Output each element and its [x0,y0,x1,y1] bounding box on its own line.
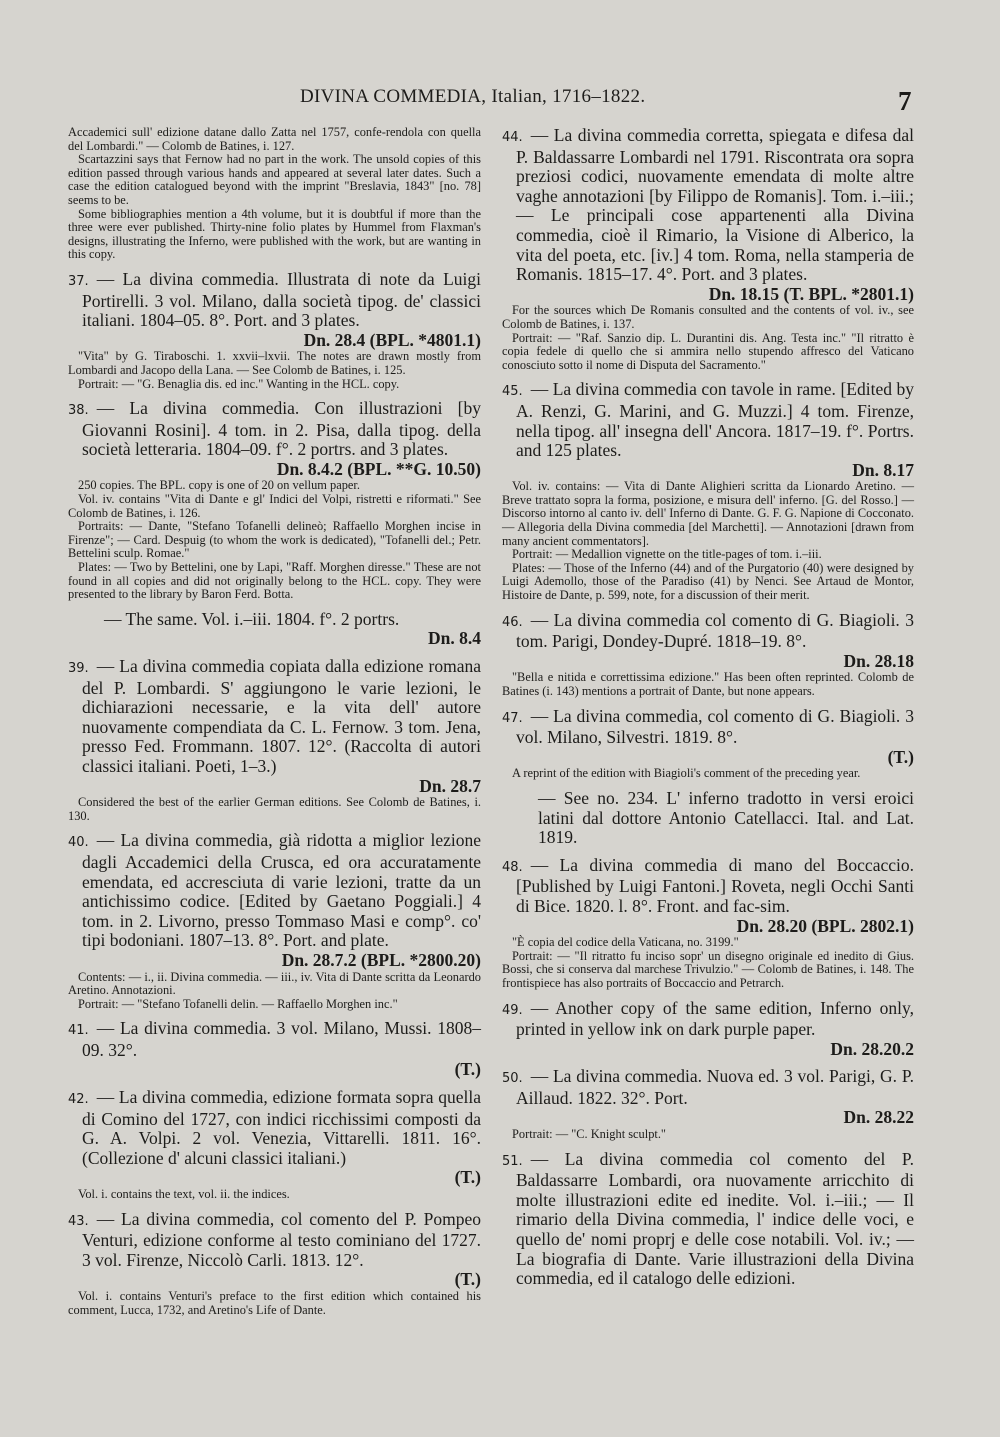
entry-number: 40. [68,835,89,851]
catalogue-subentry [68,610,481,649]
catalogue-entry [502,999,914,1060]
shelf-mark: Dn. 28.7 [419,775,481,796]
continued-notes [68,126,481,262]
entry-text [502,999,914,1040]
entry-note: Some bibliographies mention a 4th volume, but it is doubtful if more than the three were ever published. Thirty-nine folio plates by Hummel from Flaxman's designs, illustrating the Inferno, were published with the work, but are wanting in this copy. [68,206,481,262]
entry-text [68,657,481,777]
entry-text [502,126,914,285]
entry-note: Contents: — i., ii. Divina commedia. — iii., iv. Vita di Dante scritta da Leonardo Aretino. Annotazioni. [68,969,481,998]
entry-note: Considered the best of the earlier German editions. See Colomb de Batines, i. 130. [68,795,481,823]
entry-note: Portraits: — Dante, "Stefano Tofanelli delineò; Raffaello Morghen incise in Firenze"; — Card. Despuig (to whom the work is dedicated), "Tofanelli del.; Petr. Bettelini sculp. Romae." [68,519,481,561]
catalogue-entry [502,126,914,372]
entry-note: Portrait: — "Il ritratto fu inciso sopr' un disegno originale ed inedito di Gius. Bossi, che si conserva dal marchese Trivulzio." — Colomb de Batines, i. 148. The frontispiece has also portraits of Boccaccio and Petrarch. [502,948,914,990]
entry-text [502,611,914,652]
entry-number: 42. [68,1092,89,1108]
entry-note: Scartazzini says that Fernow had no part in the work. The unsold copies of this edition passed through various hands and appeared at several later dates. Such a case the edition catalogued beyond with the imprint "Breslavia, 1843" [no. 78] seems to be. [68,152,481,207]
shelf-mark: Dn. 28.7.2 (BPL. *2800.20) [281,949,481,970]
catalogue-entry [502,380,914,602]
shelf-mark: Dn. 28.4 (BPL. *4801.1) [303,329,481,350]
entry-note: Plates: — Those of the Inferno (44) and of the Purgatorio (40) were designed by Luigi Ademollo, those of the Paradiso (41) by Nenci. See Artaud de Montor, Histoire de Dante, p. 599, note, for a discussion of their merit. [502,560,914,603]
entry-text [502,1150,914,1289]
entry-text [68,399,481,460]
catalogue-entry [68,1210,481,1318]
entry-note: "È copia del codice della Vaticana, no. 3199." [512,935,739,950]
catalogue-entry [68,399,481,602]
entry-note: Vol. iv. contains "Vita di Dante e gl' Indici del Volpi, ristretti e riformati." See Colomb de Batines, i. 126. [68,492,481,520]
left-column [68,126,481,1325]
entry-note: Vol. i. contains the text, vol. ii. the indices. [78,1187,290,1202]
entry-text [502,789,914,848]
catalogue-entry [68,657,481,823]
entry-number: 49. [502,1002,523,1018]
entry-number: 47. [502,710,523,726]
entry-text [68,1088,481,1168]
shelf-mark: Dn. 28.22 [843,1107,914,1128]
shelf-mark: Dn. 28.20.2 [830,1038,914,1059]
shelf-mark: Dn. 28.18 [843,650,914,671]
entry-note: Portrait: — Medallion vignette on the title-pages of tom. i.–iii. [512,547,822,562]
entry-description: — La divina commedia col comento del P. Baldassarre Lombardi, ora nuovamente arricchito di molte illustrazioni edite ed inedite. Vol. i.–iii.; — Il rimario della Divina commedia, l' indice delle voci, e quello de' nomi proprj e delle cose notabili. Vol. iv.; — La biografia di Dante. Varie illustrazioni della Divina commedia, ed il catalogo delle edizioni. [516,1148,914,1289]
right-column [502,126,914,1297]
entry-note: Vol. i. contains Venturi's preface to the first edition which contained his comment, Lucca, 1732, and Aretino's Life of Dante. [68,1289,481,1317]
shelf-mark: Dn. 18.15 (T. BPL. *2801.1) [708,283,914,304]
entry-description: — See no. 234. L' inferno tradotto in versi eroici latini dal dottore Antonio Catellacci. Ital. and Lat. 1819. [538,787,914,848]
entry-description: — La divina commedia, col comento del P. Pompeo Venturi, edizione conforme al testo cominiano del 1727. 3 vol. Firenze, Niccolò Carli. 1813. 12°. [82,1208,481,1270]
entry-note: A reprint of the edition with Biagioli's comment of the preceding year. [512,766,861,781]
entry-note: Portrait: — "C. Knight sculpt." [512,1127,666,1142]
entry-description: — La divina commedia, edizione formata sopra quella di Comino del 1727, con indici ricchissimi composti da G. A. Volpi. 2 vol. Venezia, Vittarelli. 1811. 16°. (Collezione d' alcuni classici italiani.) [82,1087,481,1168]
catalogue-entry [502,611,914,699]
entry-note: Plates: — Two by Bettelini, one by Lapi, "Raff. Morghen diresse." These are not found in all copies and did not originally belong to the HCL. copy. They were presented to the library by Baron Ferd. Botta. [68,560,481,602]
catalogue-entry [502,1150,914,1289]
running-title: DIVINA COMMEDIA, Italian, 1716–1822. [300,86,646,107]
entry-note: "Bella e nitida e correttissima edizione." Has been often reprinted. Colomb de Batines (i. 143) mentions a portrait of Dante, but none appears. [502,670,914,698]
shelf-mark: Dn. 28.20 (BPL. 2802.1) [736,915,914,936]
catalogue-entry [68,1088,481,1202]
entry-number: 38. [68,403,89,419]
entry-text [68,610,481,630]
entry-note: "Vita" by G. Tiraboschi. 1. xxvii–lxvii. The notes are drawn mostly from Lombardi and Jacopo della Lana. — See Colomb de Batines, i. 125. [68,349,481,377]
shelf-mark: (T.) [454,1167,481,1188]
shelf-mark: Dn. 8.4 [428,628,481,649]
catalogue-entry [502,856,914,991]
entry-number: 45. [502,384,523,400]
entry-number: 50. [502,1071,523,1087]
entry-number: 37. [68,273,89,289]
entry-note: For the sources which De Romanis consulted and the contents of vol. iv., see Colomb de Batines, i. 137. [502,303,914,331]
entry-text [502,1067,914,1108]
shelf-mark: (T.) [454,1059,481,1080]
entry-description: — La divina commedia con tavole in rame. [Edited by A. Renzi, G. Marini, and G. Muzzi.] 4 tom. Firenze, nella tipog. all' insegna dell' Ancora. 1817–19. f°. Portrs. and 125 plates. [516,379,914,461]
entry-description: — La divina commedia. Illustrata di note da Luigi Portirelli. 3 vol. Milano, dalla società tipog. de' classici italiani. 1804–05. 8°. Port. and 3 plates. [82,268,481,331]
page-number: 7 [898,86,912,116]
entry-description: — Another copy of the same edition, Inferno only, printed in yellow ink on dark purple paper. [516,997,914,1040]
entry-number: 41. [68,1023,89,1039]
entry-text [502,856,914,917]
entry-description: — La divina commedia, col comento di G. Biagioli. 3 vol. Milano, Silvestri. 1819. 8°. [516,705,914,748]
entry-number: 43. [68,1213,89,1229]
entry-text [68,1210,481,1271]
entry-number: 46. [502,614,523,630]
entry-description: — La divina commedia, già ridotta a miglior lezione dagli Accademici della Crusca, ed ora accuratamente emendata, ed accresciuta di varie lezioni, tratte da un antichissimo codice. [Edited by Gaetano Poggiali.] 4 tom. in 2. Livorno, presso Tommaso Masi e comp°. co' tipi bodoniani. 1807–13. 8°. Port. and plate. [82,830,481,951]
entry-description: — La divina commedia di mano del Boccaccio. [Published by Luigi Fantoni.] Roveta, negli Occhi Santi di Bice. 1820. l. 8°. Front. and fac-sim. [516,854,914,916]
catalogue-entry [68,1019,481,1080]
entry-text [68,831,481,951]
entry-description: — La divina commedia corretta, spiegata e difesa dal P. Baldassarre Lombardi nel 1791. Riscontrata ora sopra preziosi codici, nuovamente emendata di molte altre vaghe annotazioni [by Filippo de Romanis]. Tom. i.–iii.; — Le principali cose appartenenti alla Divina commedia, cioè il Rimario, la Visione di Alberico, la vita del poeta, etc. [iv.] 4 tom. Roma, nella stamperia de Romanis. 1815–17. 4°. Port. and 3 plates. [516,125,914,285]
entry-note: Portrait: — "G. Benaglia dis. ed inc." Wanting in the HCL. copy. [78,376,400,391]
entry-description: — La divina commedia. Nuova ed. 3 vol. Parigi, G. P. Aillaud. 1822. 32°. Port. [516,1066,914,1108]
catalogue-entry [68,831,481,1011]
entry-note: Portrait: — "Raf. Sanzio dip. L. Durantini dis. Ang. Testa inc." "Il ritratto è copia fedele di quello che si ammira nello stupendo affresco del Vaticano conosciuto sotto il nome di Disputa del Sacramento." [502,330,914,372]
shelf-mark: Dn. 8.17 [852,459,914,480]
entry-text [68,1019,481,1060]
catalogue-entry [502,707,914,781]
shelf-mark: Dn. 8.4.2 (BPL. **G. 10.50) [276,458,481,479]
entry-note: Portrait: — "Stefano Tofanelli delin. — Raffaello Morghen inc." [78,996,398,1011]
entry-description: — La divina commedia copiata dalla edizione romana del P. Lombardi. S' aggiungono le varie lezioni, le dichiarazioni necessarie, e la vita dell' autore nuovamente compendiata da C. L. Fernow. 3 tom. Jena, presso Fed. Frommann. 1807. 12°. (Raccolta di autori classici italiani. Poeti, 1–3.) [82,656,481,776]
entry-description: — La divina commedia. Con illustrazioni [by Giovanni Rosini]. 4 tom. in 2. Pisa, dalla tipog. della società letteraria. 1804–09. f°. 2 portrs. and 3 plates. [82,398,481,460]
entry-text [502,707,914,748]
entry-number: 51. [502,1153,523,1169]
entry-text [502,380,914,460]
entry-number: 48. [502,859,523,875]
entry-note: 250 copies. The BPL. copy is one of 20 on vellum paper. [78,478,360,493]
entry-description: — The same. Vol. i.–iii. 1804. f°. 2 portrs. [104,608,400,629]
entry-note: Accademici sull' edizione datane dallo Zatta nel 1757, confe-rendola con quella del Lombardi." — Colomb de Batines, i. 127. [68,125,481,153]
entry-text [68,270,481,331]
shelf-mark: (T.) [454,1269,481,1290]
catalogue-subentry [502,789,914,848]
catalogue-entry [502,1067,914,1141]
entry-note: Vol. iv. contains: — Vita di Dante Alighieri scritta da Lionardo Aretino. — Breve trattato sopra la forma, posizione, e misura dell' inferno. [G. del Rosso.] — Discorso intorno al canto iv. dell' Inferno di Dante. G. F. G. Napione di Cocconato. — Allegoria della Divina commedia [del Marchetti]. — Annotazioni [drawn from many ancient commentators]. [502,479,914,548]
entry-description: — La divina commedia. 3 vol. Milano, Mussi. 1808–09. 32°. [82,1018,481,1060]
shelf-mark: (T.) [887,746,914,767]
entry-description: — La divina commedia col comento di G. Biagioli. 3 tom. Parigi, Dondey-Dupré. 1818–19. 8°. [516,609,914,652]
entry-number: 44. [502,130,523,145]
catalogue-entry [68,270,481,391]
entry-number: 39. [68,661,89,676]
